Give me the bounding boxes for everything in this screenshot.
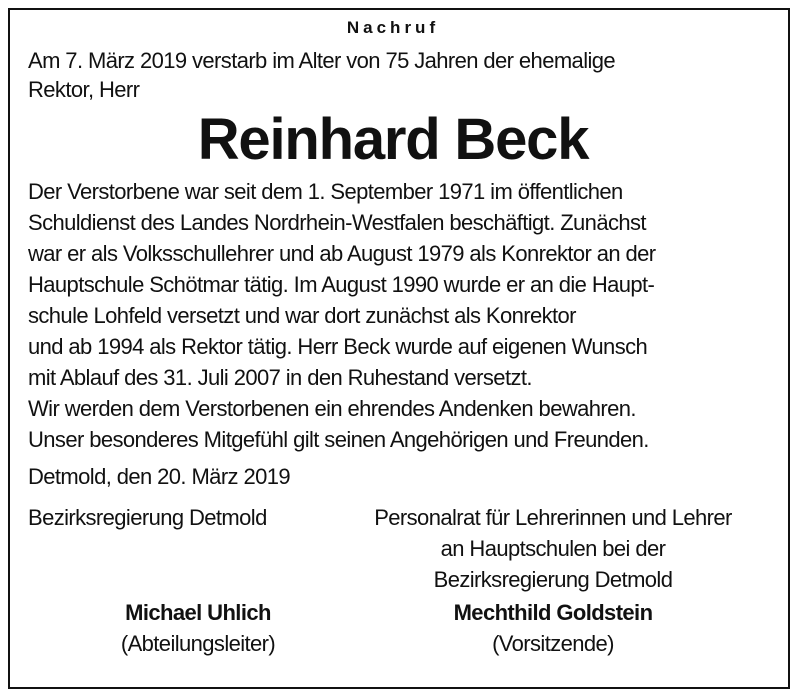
intro-line: Am 7. März 2019 verstarb im Alter von 75 Jahren der ehemalige: [28, 48, 616, 73]
left-organization: Bezirksregierung Detmold: [28, 505, 267, 530]
deceased-name: Reinhard Beck: [197, 107, 589, 172]
right-organization-line: Personalrat für Lehrerinnen und Lehrer: [374, 505, 732, 530]
intro-line: Rektor, Herr: [28, 77, 140, 102]
right-signer: [348, 597, 758, 659]
signature-organizations: [28, 502, 758, 595]
right-organization-line: an Hauptschulen bei der: [440, 536, 666, 561]
right-organization-line: Bezirksregierung Detmold: [433, 567, 673, 592]
right-signer-name: Mechthild Goldstein: [453, 600, 653, 625]
body-line: schule Lohfeld versetzt und war dort zunächst als Konrektor: [28, 303, 576, 328]
body-text: [28, 176, 758, 455]
notice-heading: Nachruf: [346, 18, 440, 37]
place-date: Detmold, den 20. März 2019: [28, 464, 290, 489]
left-signer-role: (Abteilungsleiter): [120, 631, 276, 656]
body-line: mit Ablauf des 31. Juli 2007 in den Ruhestand versetzt.: [28, 365, 532, 390]
body-line: Hauptschule Schötmar tätig. Im August 1990 wurde er an die Haupt-: [28, 272, 655, 297]
body-line: Wir werden dem Verstorbenen ein ehrendes Andenken bewahren.: [28, 396, 636, 421]
right-signer-role: (Vorsitzende): [492, 631, 614, 656]
left-signer: [58, 597, 338, 659]
body-line: war er als Volksschullehrer und ab August 1979 als Konrektor an der: [28, 241, 656, 266]
body-line: Schuldienst des Landes Nordrhein-Westfalen beschäftigt. Zunächst: [28, 210, 646, 235]
body-line: Unser besonderes Mitgefühl gilt seinen Angehörigen und Freunden.: [28, 427, 649, 452]
left-signer-name: Michael Uhlich: [125, 600, 271, 625]
signers: [28, 597, 758, 659]
right-organization: [348, 502, 758, 595]
intro-text: [28, 46, 758, 104]
body-line: Der Verstorbene war seit dem 1. September 1971 im öffentlichen: [28, 179, 623, 204]
obituary-notice: [28, 16, 758, 659]
body-line: und ab 1994 als Rektor tätig. Herr Beck wurde auf eigenen Wunsch: [28, 334, 648, 359]
